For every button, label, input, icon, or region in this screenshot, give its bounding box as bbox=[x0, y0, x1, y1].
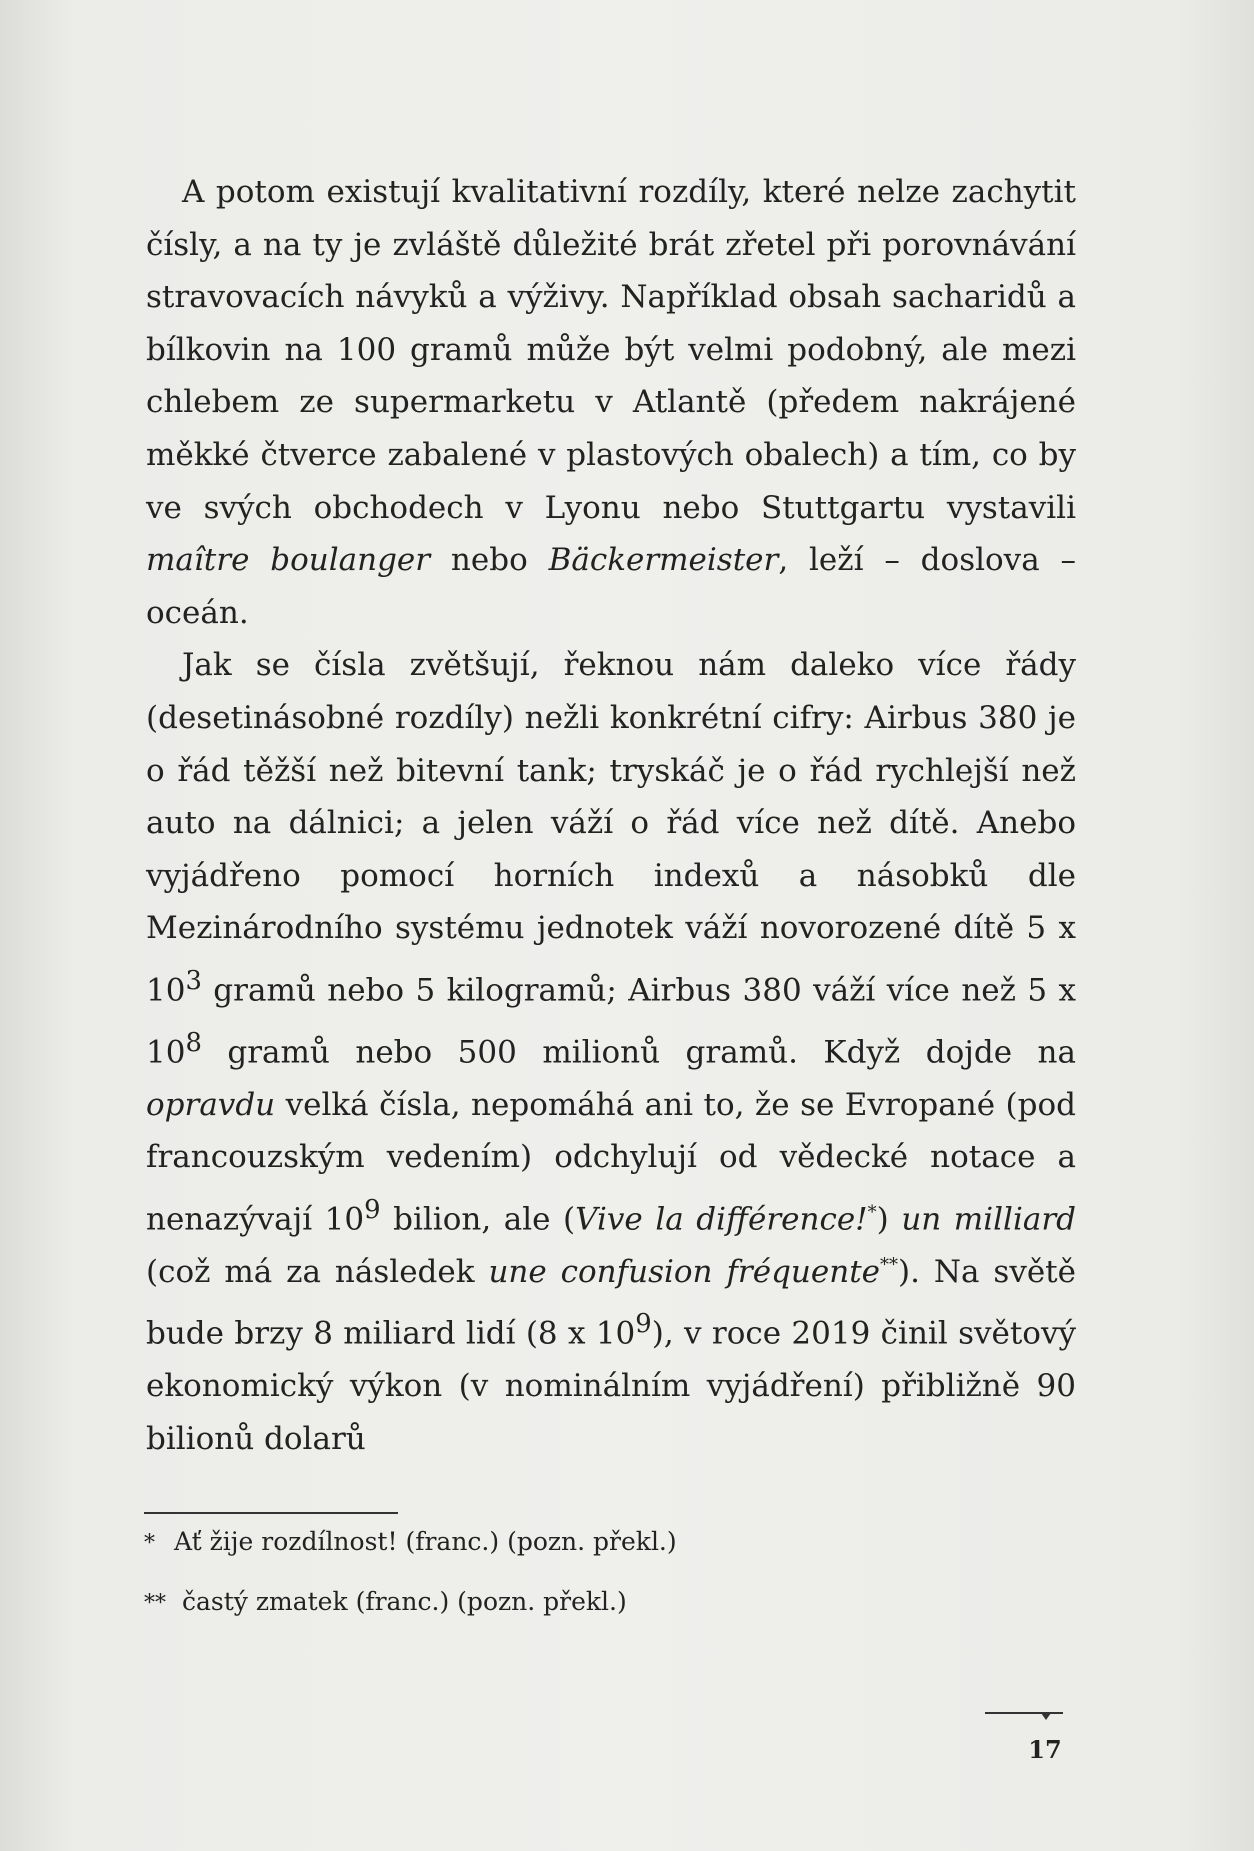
footnote-symbol: * bbox=[144, 1531, 155, 1556]
text-run: gramů nebo 500 milionů gramů. Když dojde na bbox=[201, 1034, 1076, 1071]
italic-term: un milliard bbox=[901, 1201, 1076, 1238]
paragraph-1 bbox=[146, 166, 1076, 639]
footnote-marker: * bbox=[867, 1201, 877, 1223]
superscript-exponent: 3 bbox=[185, 965, 202, 996]
footnote-text: Ať žije rozdílnost! (franc.) (pozn. překl.) bbox=[174, 1527, 677, 1556]
italic-term: maître boulanger bbox=[146, 542, 431, 579]
footnote-divider bbox=[144, 1512, 398, 1514]
italic-term: Vive la différence! bbox=[575, 1201, 868, 1238]
footnote-marker: ** bbox=[880, 1254, 899, 1276]
text-run: bilion, ale ( bbox=[380, 1201, 576, 1238]
footnote-symbol: ** bbox=[144, 1591, 166, 1616]
page-number-rule-tick bbox=[1041, 1713, 1051, 1720]
superscript-exponent: 9 bbox=[364, 1194, 381, 1225]
paragraph-2 bbox=[146, 639, 1076, 1465]
body-text bbox=[146, 166, 1076, 1466]
text-run: velká čísla, nepomáhá ani to, že se Evropané (pod francouzským vedením) odchylují od vědecké notace a nenazývají 10 bbox=[146, 1086, 1076, 1238]
text-run: (což má za následek bbox=[146, 1253, 489, 1290]
footnote-1 bbox=[144, 1522, 1044, 1582]
text-run: Jak se čísla zvětšují, řeknou nám daleko více řády (desetinásobné rozdíly) nežli konkrétní cifry: Airbus 380 je o řád těžší než bitevní tank; tryskáč je o řád rychlejší než auto na dálnici; a jelen váží o řád více než dítě. Anebo vyjádřeno pomocí horních indexů a násobků dle Mezinárodního systému jednotek váží novorozené dítě 5 x 10 bbox=[146, 647, 1076, 1009]
superscript-exponent: 8 bbox=[185, 1027, 202, 1058]
footnote-2 bbox=[144, 1582, 1044, 1642]
page-number-rule bbox=[985, 1712, 1063, 1714]
page-number: 17 bbox=[1028, 1735, 1062, 1764]
text-run: , leží – doslova – oceán. bbox=[146, 542, 1076, 631]
text-run: ), v roce 2019 činil světový ekonomický výkon (v nominálním vyjádření) přibližně 90 bilionů dolarů bbox=[146, 1315, 1077, 1457]
text-run: ) bbox=[876, 1201, 902, 1238]
footnote-text: častý zmatek (franc.) (pozn. překl.) bbox=[182, 1587, 627, 1616]
italic-term: opravdu bbox=[146, 1086, 276, 1123]
text-run: gramů nebo 5 kilogramů; Airbus 380 váží více než 5 x 10 bbox=[146, 972, 1076, 1071]
footnotes bbox=[144, 1522, 1044, 1642]
text-run: ). Na světě bude brzy 8 miliard lidí (8 x 10 bbox=[146, 1253, 1076, 1352]
italic-term: Bäckermeister bbox=[548, 542, 779, 579]
superscript-exponent: 9 bbox=[635, 1309, 652, 1340]
italic-term: une confusion fréquente bbox=[488, 1253, 881, 1290]
text-run: nebo bbox=[430, 542, 549, 579]
text-run: A potom existují kvalitativní rozdíly, které nelze zachytit čísly, a na ty je zvláště důležité brát zřetel při porovnávání stravovacích návyků a výživy. Například obsah sacharidů a bílkovin na 100 gramů může být velmi podobný, ale mezi chlebem ze supermarketu v Atlantě (předem nakrájené měkké čtverce zabalené v plastových obalech) a tím, co by ve svých obchodech v Lyonu nebo Stuttgartu vystavili bbox=[146, 174, 1076, 526]
